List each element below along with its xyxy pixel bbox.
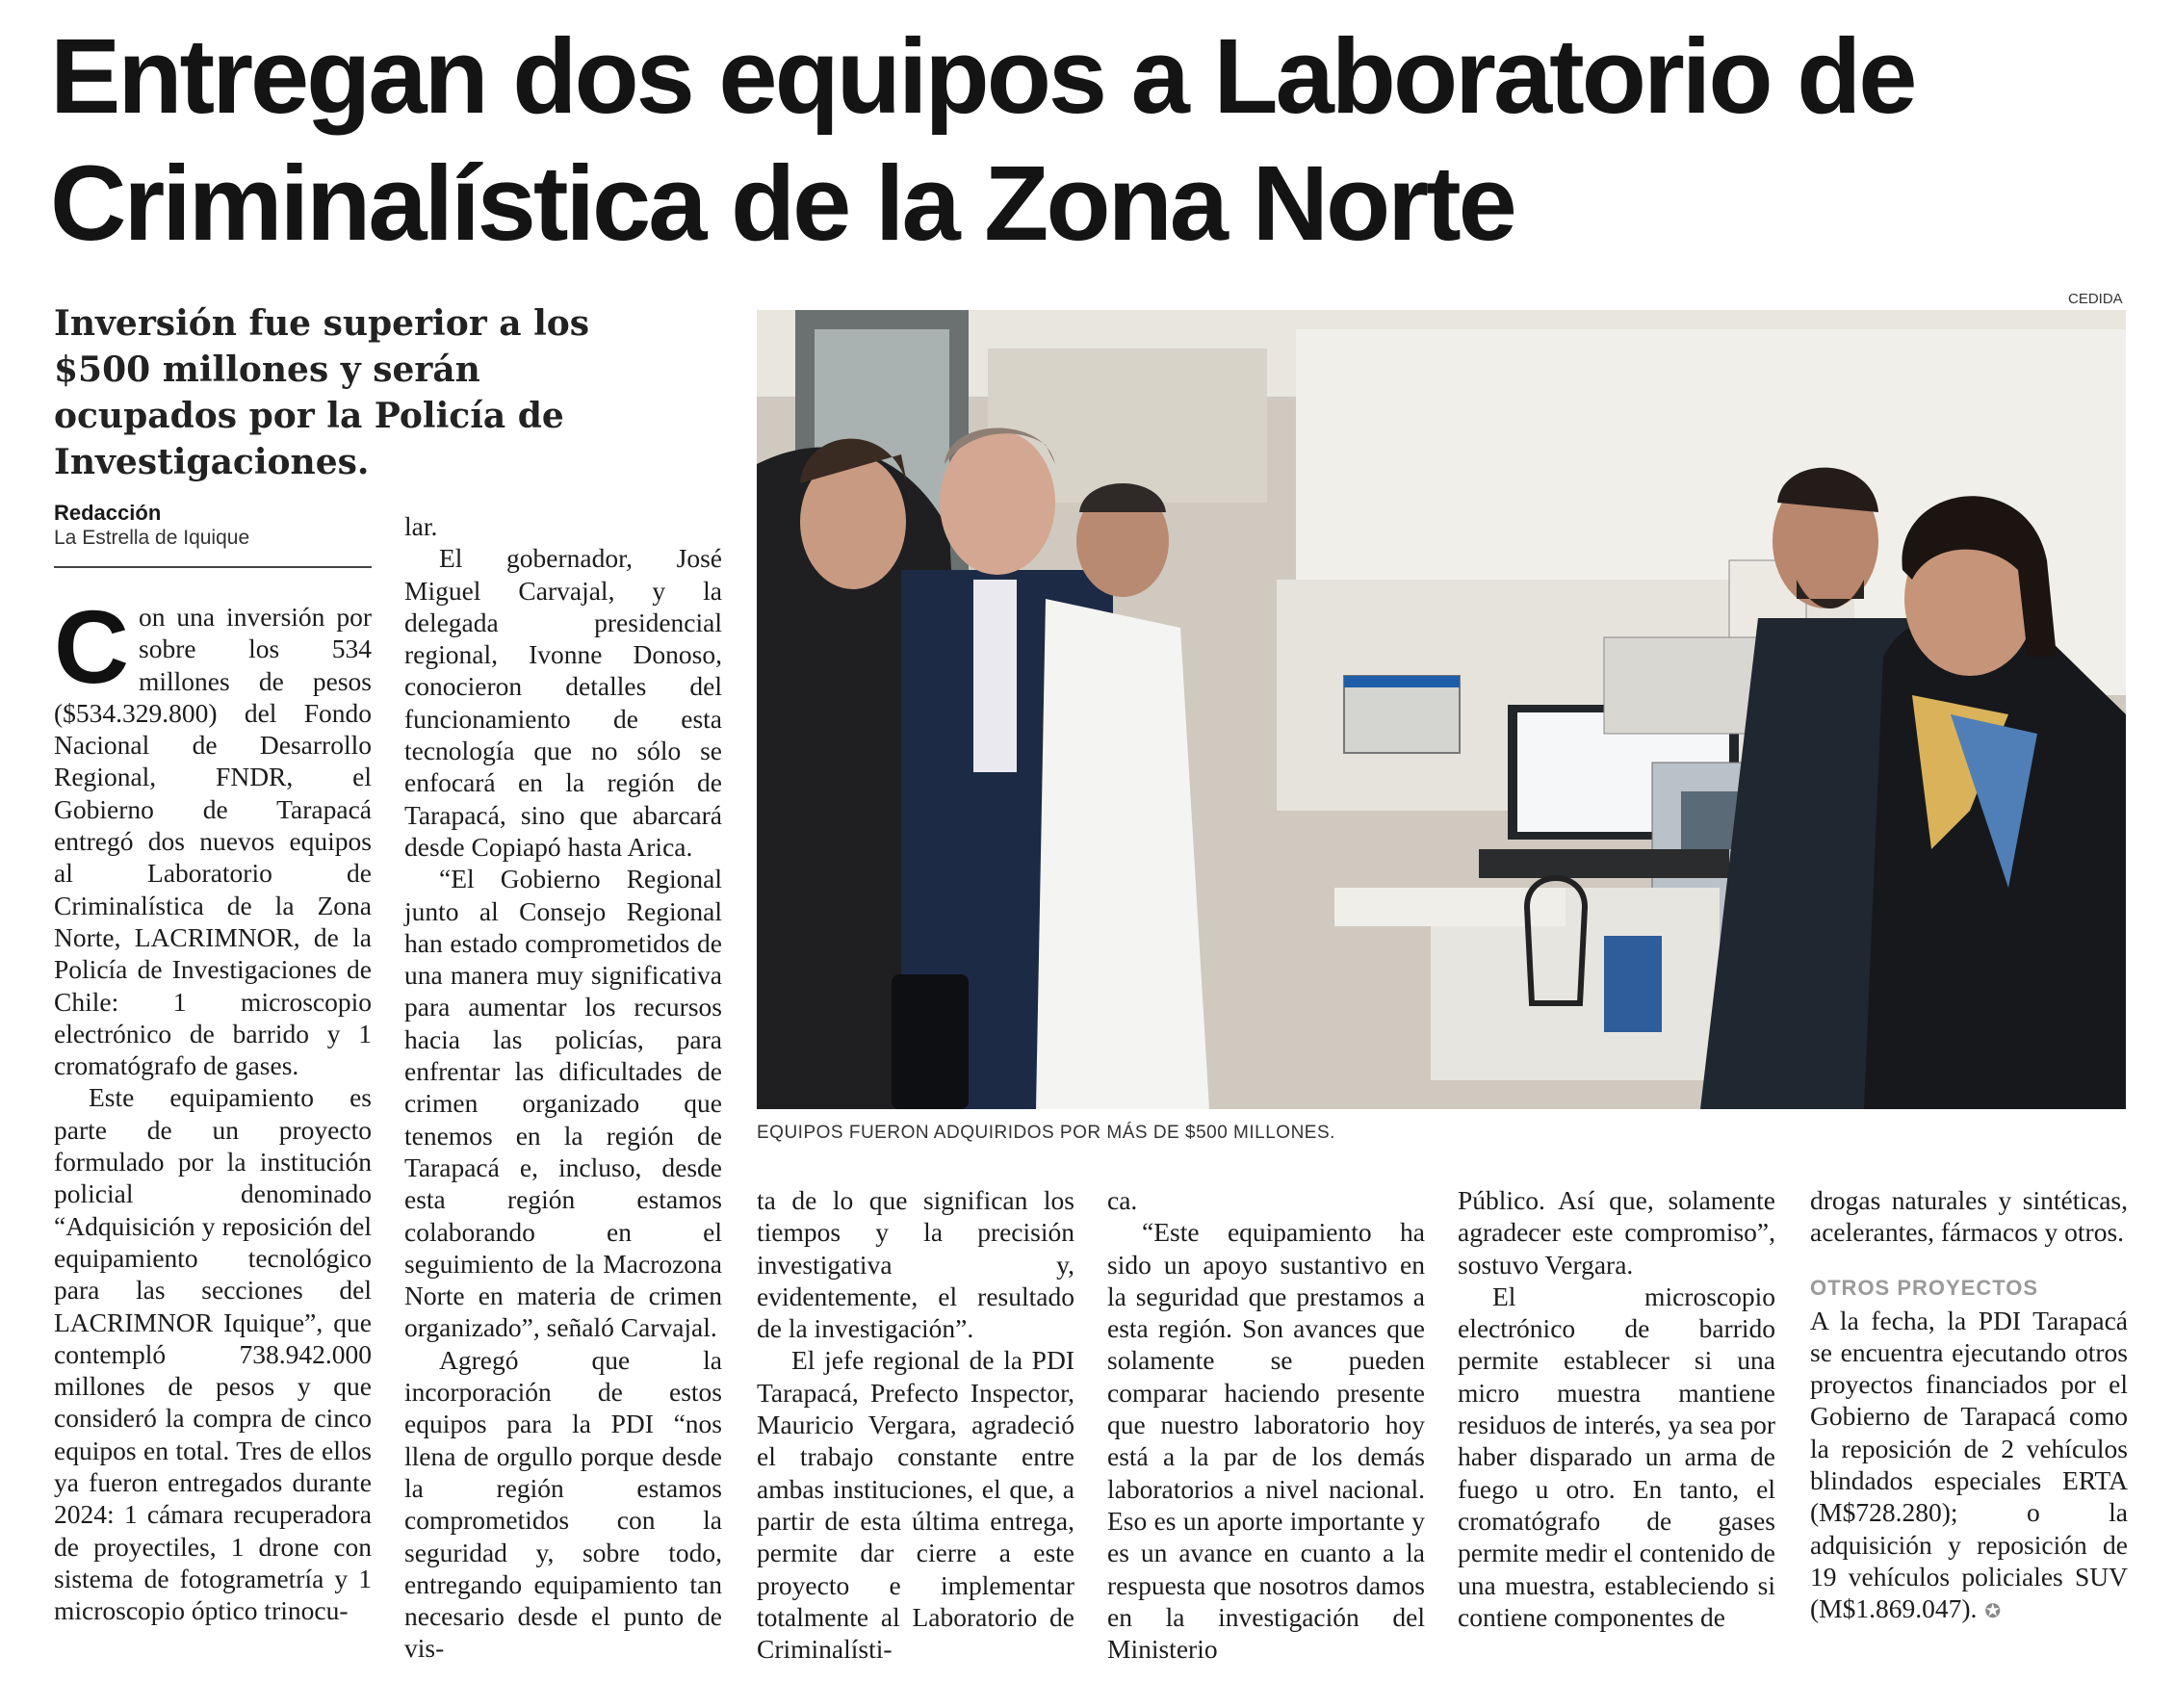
column-5 bbox=[1458, 1184, 1775, 1633]
byline-org: La Estrella de Iquique bbox=[54, 527, 250, 549]
byline-rule bbox=[54, 566, 372, 568]
column-6 bbox=[1810, 1184, 2128, 1628]
subheadline: Inversión fue superior a los $500 millones y serán ocupados por la Policía de Investigaciones. bbox=[54, 303, 590, 482]
paragraph: lar. bbox=[404, 511, 438, 541]
column-4 bbox=[1107, 1184, 1425, 1665]
drop-cap: C bbox=[54, 588, 129, 705]
paragraph: ca. bbox=[1107, 1185, 1138, 1215]
paragraph: El gobernador, José Miguel Carvajal, y la delegada presidencial regional, Ivonne Donoso, conocieron detalles del funcionamiento de esta tecnología que no sólo se enfocará en la región de Tarapacá, sino que abarcará desde Copiapó hasta Arica. bbox=[404, 543, 722, 862]
paragraph: on una inversión por sobre los 534 millones de pesos ($534.329.800) del Fondo Nacional de Desarrollo Regional, FNDR, el Gobierno de Tarapacá entregó dos nuevos equipos al Laboratorio de Criminalística de la Zona Norte, LACRIMNOR, de la Policía de Investigaciones de Chile: 1 microscopio electrónico de barrido y 1 cromatógrafo de gases. bbox=[54, 602, 372, 1081]
column-1 bbox=[54, 588, 372, 1627]
paragraph: “El Gobierno Regional junto al Consejo Regional han estado comprometidos de una manera muy significativa para aumentar los recursos hacia las policías, para enfrentar las dificultades de crimen organizado que tenemos en la región de Tarapacá e, incluso, desde esta región estamos colaborando en el seguimiento de la Macrozona Norte en materia de crimen organizado”, señaló Carvajal. bbox=[404, 864, 722, 1343]
paragraph: Público. Así que, solamente agradecer este compromiso”, sostuvo Vergara. bbox=[1458, 1185, 1775, 1280]
byline-name: Redacción bbox=[54, 501, 162, 525]
end-mark-icon: ✪ bbox=[1984, 1599, 2002, 1623]
paragraph: El jefe regional de la PDI Tarapacá, Prefecto Inspector, Mauricio Vergara, agradeció el trabajo constante entre ambas instituciones, el que, a partir de esta última entrega, permite dar cierre a este proyecto e implementar totalmente al Laboratorio de Criminalísti- bbox=[757, 1345, 1074, 1665]
photo-caption: EQUIPOS FUERON ADQUIRIDOS POR MÁS DE $500 MILLONES. bbox=[757, 1123, 1335, 1143]
paragraph: Agregó que la incorporación de estos equipos para la PDI “nos llena de orgullo porque desde la región estamos comprometidos con la seguridad y, sobre todo, entregando equipamiento tan necesario desde el punto de vis- bbox=[404, 1344, 722, 1664]
section-heading: OTROS PROYECTOS bbox=[1810, 1275, 2039, 1300]
column-2 bbox=[404, 510, 722, 1665]
paragraph: El microscopio electrónico de barrido permite establecer si una micro muestra mantiene residuos de interés, ya sea por haber disparado un arma de fuego u otro. En tanto, el cromatógrafo de gases permite medir el contenido de una muestra, estableciendo si contiene componentes de bbox=[1458, 1281, 1775, 1632]
paragraph bbox=[1810, 1305, 2128, 1628]
paragraph: Este equipamiento es parte de un proyecto formulado por la institución policial denominado “Adquisición y reposición del equipamiento tecnológico para las secciones del LACRIMNOR Iquique”, que contempló 738.942.000 millones de pesos y que consideró la compra de cinco equipos en total. Tres de ellos ya fueron entregados durante 2024: 1 cámara recuperadora de proyectiles, 1 drone con sistema de fotogrametría y 1 microscopio óptico trinocu- bbox=[54, 1082, 372, 1626]
paragraph-text: A la fecha, la PDI Tarapacá se encuentra ejecutando otros proyectos financiados por el Gobierno de Tarapacá como la reposición de 2 vehículos blindados especiales ERTA (M$728.280); o la adquisición y reposición de 19 vehículos policiales SUV (M$1.869.047). bbox=[1810, 1305, 2128, 1624]
article-photo bbox=[757, 310, 2126, 1109]
paragraph: “Este equipamiento ha sido un apoyo sustantivo en la seguridad que prestamos a esta región. Son avances que solamente se pueden comparar haciendo presente que nuestro laboratorio hoy está a la par de los demás laboratorios a nivel nacional. Eso es un aporte importante y es un avance en cuanto a la respuesta que nosotros damos en la investigación del Ministerio bbox=[1107, 1217, 1425, 1665]
photo-credit: CEDIDA bbox=[2068, 291, 2123, 307]
byline bbox=[54, 501, 372, 551]
paragraph: drogas naturales y sintéticas, acelerantes, fármacos y otros. bbox=[1810, 1185, 2128, 1248]
headline: Entregan dos equipos a Laboratorio de Criminalística de la Zona Norte bbox=[50, 17, 1915, 263]
paragraph: ta de lo que significan los tiempos y la precisión investigativa y, evidentemente, el resultado de la investigación”. bbox=[757, 1185, 1074, 1344]
column-3 bbox=[757, 1184, 1074, 1665]
